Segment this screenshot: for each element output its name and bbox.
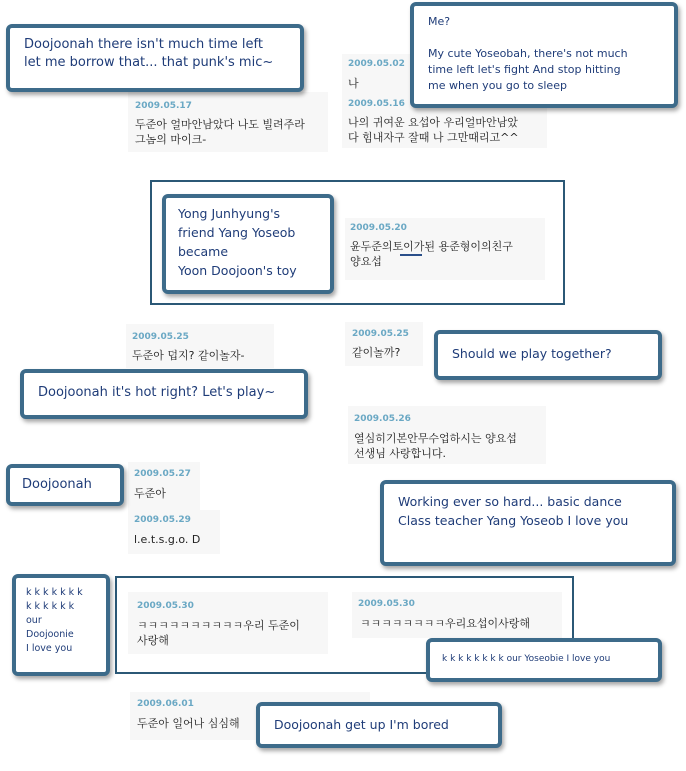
caption-box: Me? My cute Yoseobah, there's not much time left let's fight And stop hitting me when you go to sleep — [410, 2, 678, 108]
caption-box: Yong Junhyung's friend Yang Yoseob became Yoon Doojoon's toy — [162, 194, 334, 294]
post-text: 열심히기본안무수업하시는 양요섭 선생님 사랑합니다. — [354, 432, 517, 460]
post-text: 나 — [348, 77, 359, 90]
caption-box: k k k k k k k k k k k k k our Doojoonie I love you — [12, 574, 110, 676]
post-date: 2009.05.30 — [358, 599, 415, 609]
post-date: 2009.05.17 — [135, 101, 192, 111]
caption-box: k k k k k k k k our Yoseobie I love you — [426, 638, 662, 682]
post-text: 윤두준의토이가된 용준형이의친구 양요섭 — [350, 240, 513, 268]
post-date: 2009.05.27 — [134, 469, 191, 479]
post-date: 2009.05.30 — [137, 601, 194, 611]
caption-box: Should we play together? — [434, 330, 662, 380]
post-text: ㅋㅋㅋㅋㅋㅋㅋㅋ우리요섭이사랑해 — [360, 617, 531, 630]
post-text: l.e.t.s.g.o. D — [134, 533, 201, 546]
caption-box: Working ever so hard... basic dance Class teacher Yang Yoseob I love you — [380, 480, 676, 566]
post-text: 같이놀까? — [352, 346, 401, 359]
post-date: 2009.05.25 — [352, 329, 409, 339]
caption-box: Doojoonah — [6, 464, 124, 506]
caption-box: Doojoonah get up I'm bored — [256, 702, 502, 748]
post-date: 2009.05.02 — [348, 59, 405, 69]
post-text: ㅋㅋㅋㅋㅋㅋㅋㅋㅋㅋ우리 두준이 사랑해 — [137, 619, 300, 647]
caption-box: Doojoonah there isn't much time left let me borrow that... that punk's mic~ — [6, 24, 304, 92]
post-date: 2009.05.20 — [350, 223, 407, 233]
post-date: 2009.05.25 — [132, 332, 189, 342]
post-text: 두준아 덥지? 같이놀자- — [132, 349, 245, 362]
post-text: 두준아 — [134, 487, 166, 500]
post-date: 2009.05.29 — [134, 515, 191, 525]
post-text: 두준아 얼마안남았다 나도 빌려주라 그놈의 마이크- — [135, 118, 305, 146]
post-text: 나의 귀여운 요섭아 우리얼마안남았 다 힘내자구 잘때 나 그만때리고^^ — [348, 116, 519, 144]
post-date: 2009.05.26 — [354, 414, 411, 424]
post-date: 2009.06.01 — [137, 699, 194, 709]
post-text: 두준아 일어나 심심해 — [137, 717, 240, 730]
caption-box: Doojoonah it's hot right? Let's play~ — [20, 369, 308, 419]
post-date: 2009.05.16 — [348, 99, 405, 109]
text-underline — [400, 254, 422, 256]
